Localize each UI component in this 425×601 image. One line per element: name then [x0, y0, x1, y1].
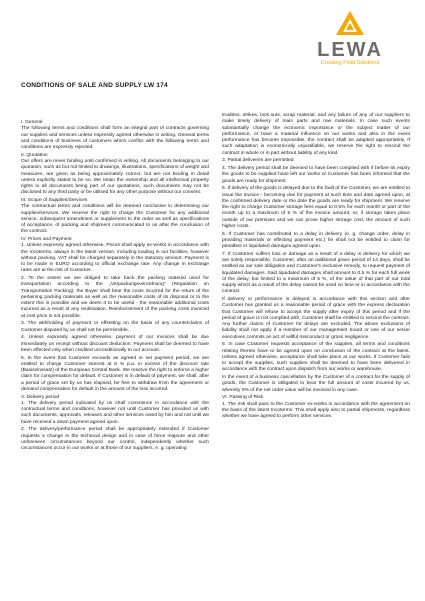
right-column [222, 113, 410, 422]
section-heading: III. Scope of Supplies/Services [21, 198, 88, 203]
paragraph: 2. The delivery/performance period shall be appropriately extended if Customer requests a change in the technical design and in case of force majeure and other unforeseen circumstances beyond our control, independently whether such circumstances occur in our works or at those of our suppliers, e. g. operating [21, 427, 209, 451]
paragraph: 4. Unless expressly agreed otherwise, payment of our invoices shall be due immediately on receipt without discount deduction. Payment shall be deemed to have been effected only when credited unconditionally to our account. [21, 335, 209, 353]
paragraph: If delivery or performance is delayed in accordance with this section and after Customer has granted us a reasonable period of grace with the express declaration that Customer will refuse to accept the supply after expiry of this period and if the period of grace is not complied with, Customer shall be entitled to rescind the contract. Any further claims of Customer for delays are excluded. The above exclusions of liability shall not apply if a member of our management board or one of our senior executives commits an act of willful misconduct or gross negligence. [222, 297, 410, 340]
lewa-logo-icon [335, 10, 365, 36]
section-heading: VI. Passing of Risk [222, 395, 264, 401]
section-heading: II. Quotation [21, 152, 48, 158]
paragraph: 6. If Customer has contributed to a delay in delivery (e. g. change order, delay in providing materials or effecting payment etc.) he shall not be entitled to claim for penalties or liquidated damages agreed upon. [222, 231, 410, 249]
paragraph: 1. The delivery period indicated by us shall commence in accordance with the contractual terms and conditions, however not until Customer has provided us with such documents, approvals, releases and other services owed by him and not until we have received a down payment agreed upon. [21, 400, 209, 425]
lewa-logo [295, 10, 405, 68]
paragraph: 7. If Customer suffers loss or damage as a result of a delay in delivery for which we are solely responsible, Customer, after an additional grace period of 14 days, shall be entitled as our sole obligation and Customer's exclusive remedy, to request payment of liquidated damages. Said liquidated damages shall amount to 0,5 % for each full week of the delay, but limited to a maximum of 5 %, of the value of that part of our total supply which as a result of the delay cannot be used on time or in accordance with the contract. [222, 251, 410, 295]
paragraph: 3. The withholding of payment or offsetting on the basis of any counterclaims of Customer disputed by us shall not be permissible. [21, 321, 209, 333]
paragraph: 2. To the extent we are obliged to take back the packing material used for transportation according to the „Verpackungsverordnung“ (Regulation on Transportation Packing), the Buyer shall bear the costs incurred for the return of the pertaining packing materials as well as the reasonable costs of its disposal or to the extent this is possible and we deem it to be useful - the reasonable additional costs incurred as a result of any reutilisation. Reimbursement of the packing costs invoiced at cost price is not possible. [21, 276, 209, 319]
left-column [21, 120, 209, 454]
paragraph: 8. In case Customer requests acceptance of the supplies, all terms and conditions relating thereto have to be agreed upon on conclusion of the contract at the latest. Unless agreed otherwise, acceptance shall take place at our works. If Customer fails to accept the supplies, such supplies shall be deemed to have been delivered in accordance with the contract upon dispatch from our works or warehouse. [222, 342, 410, 373]
paragraph: 4. The delivery period shall be deemed to have been complied with if before its expiry the goods to be supplied have left our works or Customer has been informed that the goods are ready for shipment. [222, 166, 410, 184]
section-heading: V. Delivery period [21, 394, 60, 400]
document-title: CONDITIONS OF SALE AND SUPPLY LW 174 [21, 82, 168, 89]
brand-tagline: Creating Fluid Solutions [320, 60, 380, 66]
section-heading: I. General [21, 120, 43, 125]
paragraph: In the event of a business cancellation by the Customer of a contract for the supply of goods, the Customer is obligated to bear the full amount of costs incurred by us, whereby 5% of the net order value will be invoiced in any case. [222, 375, 410, 393]
paragraph: The following terms and conditions shall form an integral part of contracts governing our supplies and services unless expressly agreed otherwise in writing. General terms and conditions of business of customers which conflict with the following terms and conditions are expressly rejected. [21, 126, 209, 150]
paragraph: 3. Partial deliveries are permitted. [222, 158, 295, 164]
paragraph: troubles, strikes, lock-outs, scrap material, and any failure of any of our suppliers to make timely delivery of main parts and raw materials. In case such events substantially change the economic importance or the subject matter of our performance, or have a material influence on our works and also in the event performance has become impossible, the contract shall be adapted appropriately. If such adaptation is economically unjustifiable, we reserve the right to rescind the contract in whole or in part without liability of any kind. [222, 113, 410, 156]
paragraph: Our offers are never binding until confirmed in writing. All documents belonging to our quotation, such as but not limited to drawings, illustrations, specifications of weight and measures, are given as being approximately correct, but are not binding in detail unless explicitly stated to be so. We retain the ownership and all intellectual property rights in all documents being part of our quotations, such documents may not be disclosed to any third party or be utilised for any other purpose without our consent. [21, 159, 209, 196]
paragraph: 5. If delivery of the goods is delayed due to the fault of the Customer, we are entitled to issue the invoice - becoming due for payment at such time and date agreed upon, at the confirmed delivery date or the date the goods are ready for shipment. We reserve the right to charge Customer storage fees equal to 0,5% for each month or part of the month up to a maximum of 5 % of the invoice amount, or, if storage takes place outside of our premises and we can prove higher storage cost, the amount of such higher costs. [222, 186, 410, 229]
paragraph: 5. In the event that Customer exceeds an agreed or set payment period, we are entitled to charge Customer interest at 8 % p.a. in excess of the discount rate (Basiszinssatz) of the European Central Bank. We reserve the right to enforce a higher claim for compensation for default. If Customer is in default of payment, we shall, after a period of grace set by us has elapsed, be free to withdraw from the agreement or demand compensation for default in the amount of the loss incurred. [21, 355, 209, 392]
brand-name: LEWA [317, 39, 383, 61]
paragraph: The contractual terms and conditions will be deemed conclusive in determining our supplies/services. We reserve the right to charge the Customer for any additional service, subsequent amendment or supplement to the order as well as specifications of acceptance, of packing and shipment communicated to us after the conclusion of the contract. [21, 204, 209, 235]
paragraph: 1. The risk shall pass to the Customer ex-works in accordance with the agreement on the basis of the latest Incoterms. This shall apply also to partial shipments, regardless whether we have agreed to perform other services. [222, 401, 410, 419]
section-heading: IV. Prices and Payment [21, 237, 72, 242]
paragraph: 1. Unless expressly agreed otherwise, Prices shall apply ex-works in accordance with the Incoterms, always in the latest version, including loading in our facilities, however without packing. VAT shall be charged separately in the statutory amount. Payment is to be made in EURO according to official exchange rate. Any change in exchange rates are at the risk of Customer. [21, 243, 209, 274]
